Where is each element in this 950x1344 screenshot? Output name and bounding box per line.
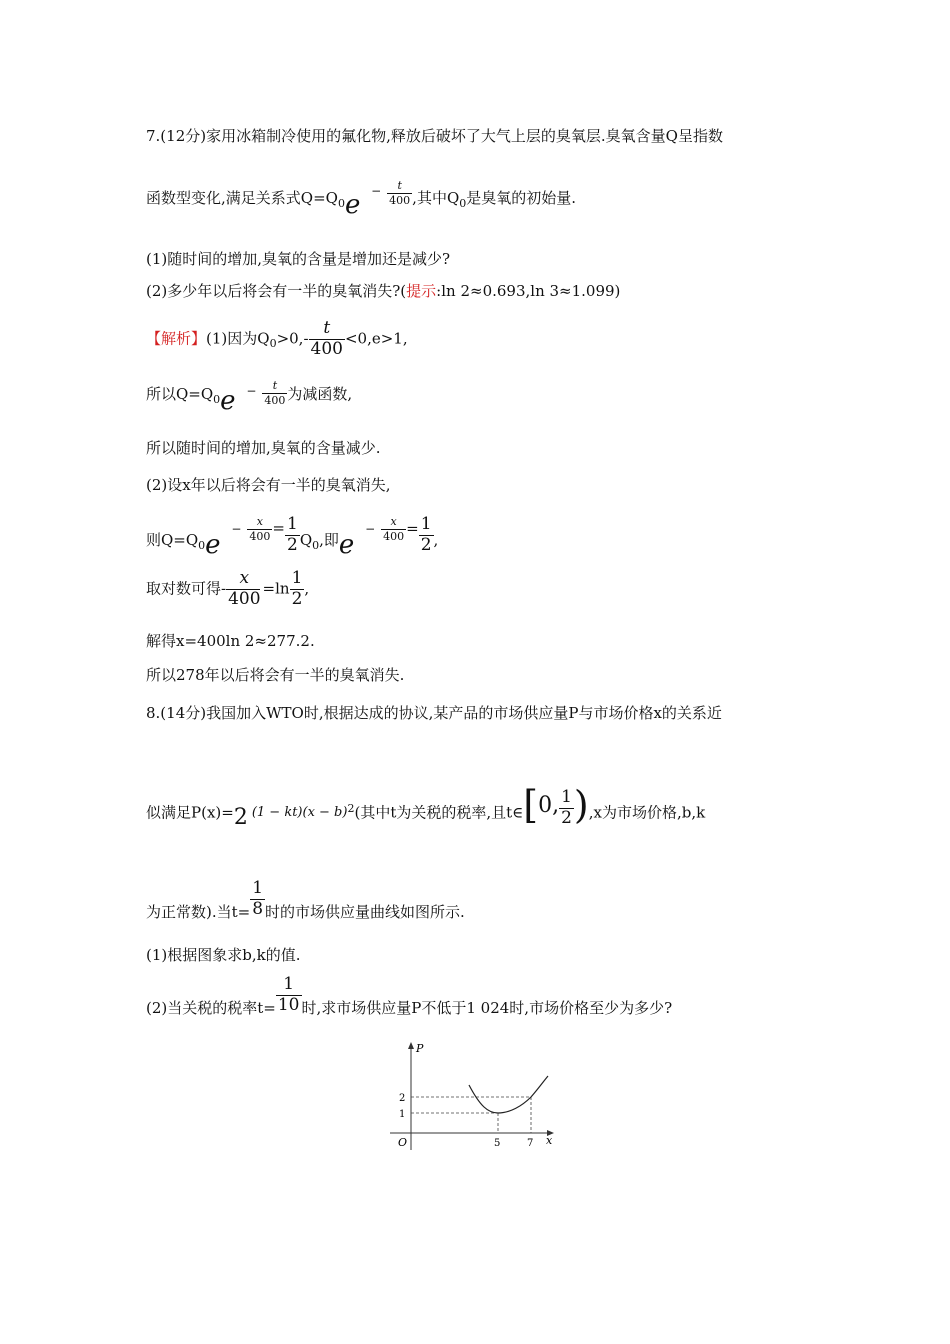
q7-line2: 函数型变化,满足关系式$Q=Q_0e$ − $\frac{t}{400}$ ,其中$Q_0$是臭氧的初始量. bbox=[146, 178, 577, 220]
y-axis-arrow bbox=[408, 1042, 414, 1049]
q7-line1: 7.(12分)家用冰箱制冷使用的氟化物,释放后破坏了大气上层的臭氧层.臭氧含量Q呈指数 bbox=[146, 127, 723, 145]
q7-analysis-2: 所以$Q=Q_0e$ − $\frac{t}{400}$ 为减函数, bbox=[146, 378, 353, 416]
q8-line3: 为正常数).当t= $\frac{1}{8}$ 时的市场供应量曲线如图所示. bbox=[146, 878, 465, 922]
x-axis-label: x bbox=[546, 1134, 553, 1147]
q7-analysis-8: 所以278年以后将会有一半的臭氧消失. bbox=[146, 666, 405, 684]
exponent-expression: (1 − kt)(x − b) bbox=[251, 804, 348, 820]
q7-analysis-4: (2)设x年以后将会有一半的臭氧消失, bbox=[146, 476, 391, 494]
hint-label: 提示 bbox=[406, 282, 437, 300]
q7-analysis-1: 【解析】(1)因为$Q_0>0,-$ $\frac{t}{400}$ <0,e>1, bbox=[146, 318, 408, 359]
q7-analysis-7: 解得x=400ln 2≈277.2. bbox=[146, 632, 315, 650]
q7-analysis-5: 则$Q=Q_0e$ − $\frac{x}{400}$ = $\frac{1}{2}$ $Q_0$,即e − $\frac{x}{400}$ = $\frac{1}{2}$ , bbox=[146, 514, 439, 561]
q7-part2: (2)多少年以后将会有一半的臭氧消失?(提示:ln 2≈0.693,ln 3≈1.099) bbox=[146, 282, 621, 300]
interval: [0, $\frac{1}{2}$ ) bbox=[523, 783, 589, 828]
y-tick-1: 1 bbox=[399, 1109, 406, 1120]
q8-line1: 8.(14分)我国加入WTO时,根据达成的协议,某产品的市场供应量P与市场价格x的关系近 bbox=[146, 704, 722, 722]
analysis-tag: 【解析】 bbox=[146, 329, 207, 348]
q7-part1: (1)随时间的增加,臭氧的含量是增加还是减少? bbox=[146, 250, 451, 268]
fraction-t-400: $\frac{t}{400}$ bbox=[310, 318, 343, 359]
supply-curve-graph bbox=[382, 1040, 562, 1155]
x-tick-5: 5 bbox=[494, 1138, 501, 1149]
origin-label: O bbox=[398, 1136, 408, 1149]
q7-analysis-6: 取对数可得- $\frac{x}{400}$ =ln $\frac{1}{2}$ , bbox=[146, 568, 310, 609]
x-tick-7: 7 bbox=[527, 1138, 534, 1149]
q7-analysis-3: 所以随时间的增加,臭氧的含量减少. bbox=[146, 439, 381, 457]
exponent-fraction: $\frac{t}{400}$ bbox=[389, 178, 411, 207]
y-axis-label: P bbox=[416, 1042, 424, 1055]
euler-e: e bbox=[344, 190, 361, 220]
base-2: 2 bbox=[233, 804, 248, 830]
y-tick-2: 2 bbox=[399, 1093, 406, 1104]
supply-curve bbox=[469, 1076, 548, 1113]
q8-part2: (2)当关税的税率t= $\frac{1}{10}$ 时,求市场供应量P不低于1 024时,市场价格至少为多少? bbox=[146, 974, 673, 1018]
q8-part1: (1)根据图象求b,k的值. bbox=[146, 946, 301, 964]
q8-line2: 似满足P(x)=2 $(1 - kt)(x - b)^2$(其中t为关税的税率,且t∈[0, $\frac{1}{2}$ ),x为市场价格,b,k bbox=[146, 790, 705, 837]
